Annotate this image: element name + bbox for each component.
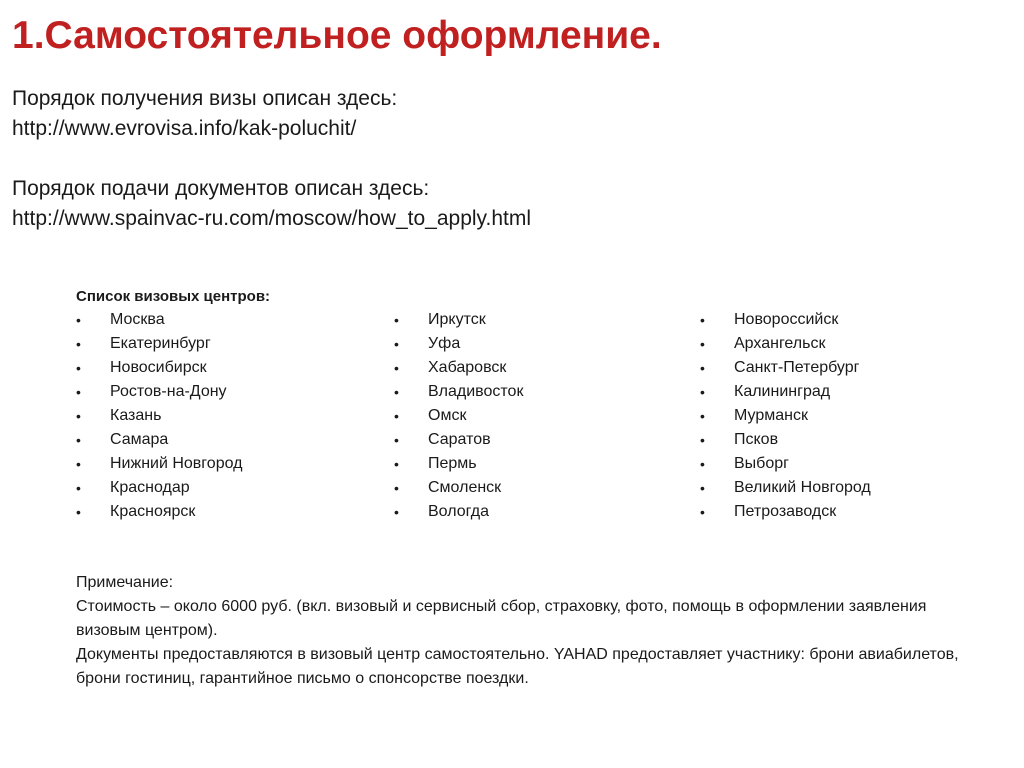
visa-center-name: Псков [734, 431, 779, 448]
visa-center-item [76, 404, 242, 428]
visa-center-item [76, 500, 242, 524]
visa-center-item [76, 476, 242, 500]
links-section [12, 84, 531, 264]
visa-center-item [76, 452, 242, 476]
visa-center-name: Мурманск [734, 407, 808, 424]
bullet-icon: • [700, 384, 705, 400]
visa-center-item [76, 356, 242, 380]
visa-center-item [700, 404, 871, 428]
visa-center-item [76, 308, 242, 332]
visa-centers-column-2 [394, 308, 523, 524]
bullet-icon: • [700, 408, 705, 424]
visa-center-name: Владивосток [428, 383, 524, 400]
visa-center-name: Красноярск [110, 503, 196, 520]
bullet-icon: • [76, 408, 81, 424]
bullet-icon: • [700, 480, 705, 496]
visa-center-name: Санкт-Петербург [734, 359, 860, 376]
bullet-icon: • [394, 504, 399, 520]
bullet-icon: • [394, 432, 399, 448]
visa-center-name: Омск [428, 407, 467, 424]
visa-center-name: Новосибирск [110, 359, 207, 376]
visa-centers-column-3 [700, 308, 871, 524]
visa-center-name: Великий Новгород [734, 479, 871, 496]
bullet-icon: • [76, 480, 81, 496]
visa-center-name: Архангельск [734, 335, 826, 352]
visa-center-name: Екатеринбург [110, 335, 211, 352]
visa-centers-section [76, 286, 956, 520]
bullet-icon: • [394, 312, 399, 328]
bullet-icon: • [76, 336, 81, 352]
bullet-icon: • [394, 480, 399, 496]
visa-center-name: Саратов [428, 431, 491, 448]
visa-center-item [394, 332, 523, 356]
visa-center-name: Петрозаводск [734, 503, 837, 520]
bullet-icon: • [700, 360, 705, 376]
visa-center-name: Краснодар [110, 479, 190, 496]
visa-center-name: Новороссийск [734, 311, 839, 328]
bullet-icon: • [394, 384, 399, 400]
visa-center-name: Казань [110, 407, 162, 424]
visa-center-item [700, 308, 871, 332]
bullet-icon: • [700, 456, 705, 472]
bullet-icon: • [76, 384, 81, 400]
visa-center-name: Выборг [734, 455, 789, 472]
visa-order-url[interactable]: http://www.evrovisa.info/kak-poluchit/ [12, 117, 357, 140]
visa-center-name: Уфа [428, 335, 461, 352]
bullet-icon: • [76, 432, 81, 448]
docs-order-block [12, 174, 531, 234]
bullet-icon: • [394, 336, 399, 352]
visa-center-name: Смоленск [428, 479, 502, 496]
visa-center-name: Москва [110, 311, 165, 328]
visa-center-item [700, 452, 871, 476]
note-section [76, 571, 976, 691]
note-documents: Документы предоставляются в визовый центр самостоятельно. YAHAD предоставляет участнику: брони авиабилетов, брони гостиниц, гарантийное письмо о спонсорстве поездки. [76, 646, 959, 687]
visa-centers-heading: Список визовых центров: [76, 288, 271, 305]
visa-center-item [76, 428, 242, 452]
bullet-icon: • [700, 312, 705, 328]
bullet-icon: • [394, 408, 399, 424]
visa-center-item [394, 452, 523, 476]
visa-center-name: Нижний Новгород [110, 455, 243, 472]
visa-center-name: Вологда [428, 503, 489, 520]
bullet-icon: • [700, 336, 705, 352]
note-cost: Стоимость – около 6000 руб. (вкл. визовый и сервисный сбор, страховку, фото, помощь в оформлении заявления визовым центром). [76, 598, 927, 639]
visa-center-name: Иркутск [428, 311, 486, 328]
visa-center-item [700, 380, 871, 404]
docs-order-url[interactable]: http://www.spainvac-ru.com/moscow/how_to_apply.html [12, 207, 531, 230]
visa-center-item [76, 380, 242, 404]
bullet-icon: • [76, 504, 81, 520]
visa-center-item [700, 356, 871, 380]
visa-center-item [394, 404, 523, 428]
visa-center-name: Калининград [734, 383, 831, 400]
bullet-icon: • [700, 504, 705, 520]
visa-center-name: Пермь [428, 455, 477, 472]
bullet-icon: • [700, 432, 705, 448]
docs-order-label: Порядок подачи документов описан здесь: [12, 177, 430, 200]
visa-center-item [394, 380, 523, 404]
visa-center-item [394, 476, 523, 500]
visa-center-item [394, 308, 523, 332]
visa-center-item [394, 356, 523, 380]
visa-center-item [76, 332, 242, 356]
bullet-icon: • [76, 456, 81, 472]
visa-center-item [700, 476, 871, 500]
visa-center-item [700, 428, 871, 452]
page-title: 1.Самостоятельное оформление. [12, 14, 662, 57]
visa-order-label: Порядок получения визы описан здесь: [12, 87, 398, 110]
visa-center-item [700, 500, 871, 524]
visa-center-name: Ростов-на-Дону [110, 383, 227, 400]
bullet-icon: • [394, 456, 399, 472]
visa-center-item [700, 332, 871, 356]
note-heading: Примечание: [76, 574, 174, 591]
visa-centers-column-1 [76, 308, 242, 524]
bullet-icon: • [394, 360, 399, 376]
visa-order-block [12, 84, 531, 144]
bullet-icon: • [76, 312, 81, 328]
visa-center-item [394, 428, 523, 452]
visa-center-name: Самара [110, 431, 169, 448]
visa-center-item [394, 500, 523, 524]
bullet-icon: • [76, 360, 81, 376]
visa-center-name: Хабаровск [428, 359, 507, 376]
